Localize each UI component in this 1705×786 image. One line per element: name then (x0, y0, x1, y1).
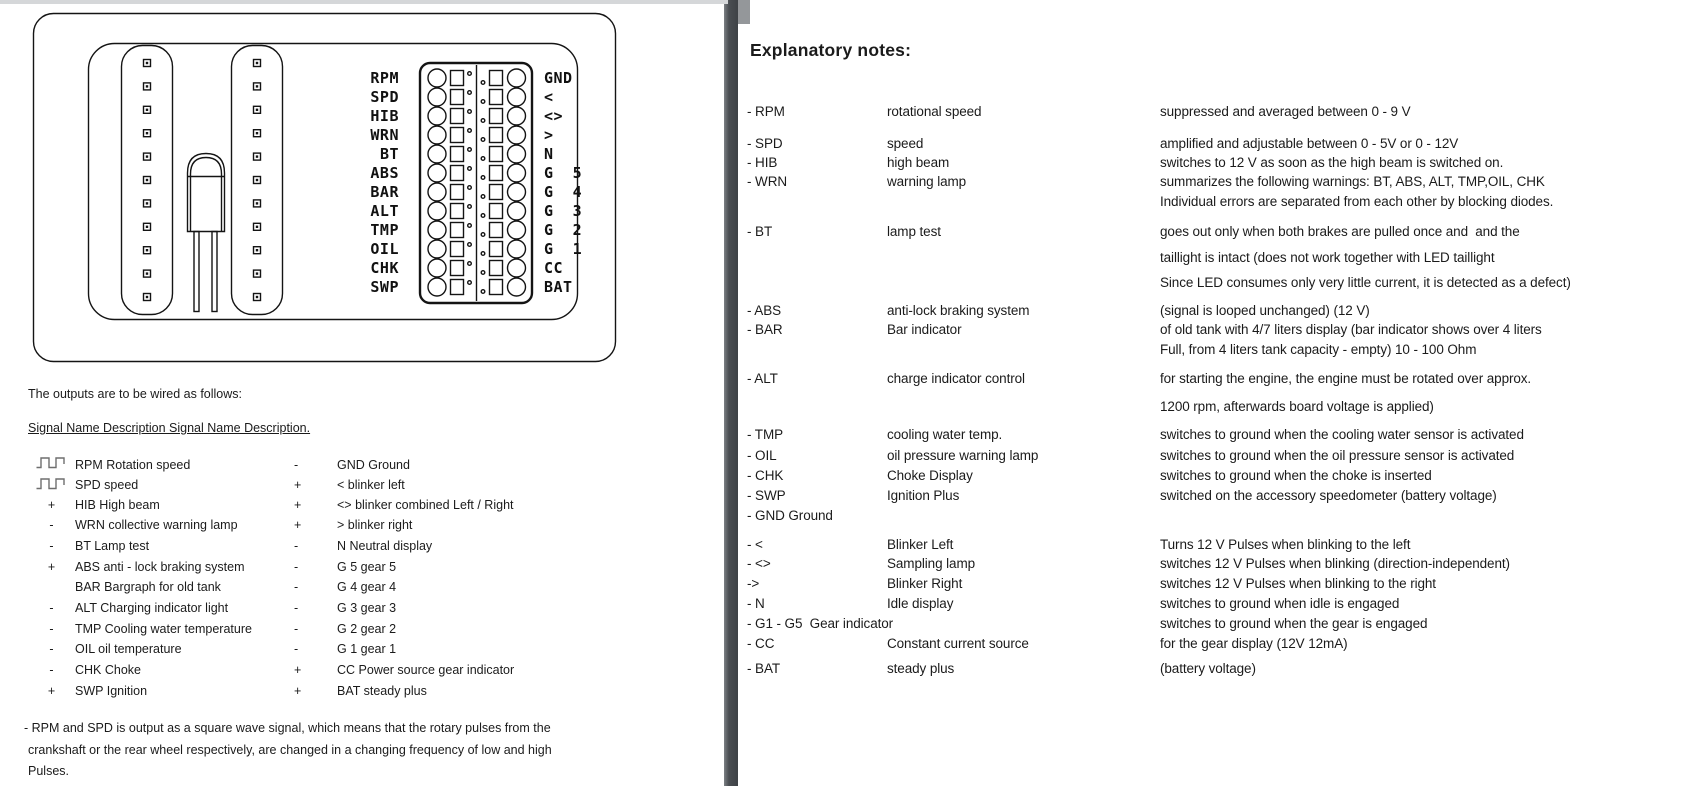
note-remark: switches to ground when the gear is engaged (1160, 616, 1428, 631)
pin-label-right-11: BAT (544, 278, 573, 296)
signal-polarity-2: - (294, 642, 299, 657)
right-page (738, 0, 1705, 786)
note-description: rotational speed (887, 104, 982, 119)
explanatory-notes-title: Explanatory notes: (750, 40, 912, 60)
signal-name-2: G 3 gear 3 (337, 600, 397, 615)
note-description: Ignition Plus (887, 488, 960, 503)
signal-name-2: G 1 gear 1 (337, 642, 397, 657)
signal-polarity-2: - (294, 580, 299, 595)
pin-label-left-bar: BAR (370, 183, 399, 201)
note-signal: - <> (747, 556, 771, 571)
signal-name-1: SWP Ignition (75, 683, 148, 698)
note-signal: - GND Ground (747, 508, 833, 523)
signal-name-1: CHK Choke (75, 662, 141, 677)
note-signal: - TMP (747, 427, 783, 442)
wiring-table-row (28, 558, 718, 575)
pin-label-left-rpm: RPM (370, 69, 399, 87)
signal-polarity-2: - (294, 600, 299, 615)
pin-label-right-8: G 2 (544, 221, 583, 239)
signal-name-2: <> blinker combined Left / Right (337, 497, 514, 512)
note-description: Idle display (887, 596, 954, 611)
note-remark: Turns 12 V Pulses when blinking to the left (1160, 537, 1411, 552)
pin-label-right-6: G 4 (544, 183, 583, 201)
note-remark: switches to ground when idle is engaged (1160, 596, 1400, 611)
signal-polarity-2: + (294, 478, 302, 493)
signal-name-2: G 2 gear 2 (337, 621, 397, 636)
signal-name-1: WRN collective warning lamp (75, 518, 238, 533)
pin-label-right-7: G 3 (544, 202, 583, 220)
signal-polarity-2: - (294, 457, 299, 472)
note-description: Blinker Right (887, 576, 963, 591)
note-remark: suppressed and averaged between 0 - 9 V (1160, 104, 1411, 119)
signal-name-1: ALT Charging indicator light (75, 600, 229, 615)
note-signal: - BAT (747, 661, 780, 676)
note-remark: switches 12 V Pulses when blinking (direction-independent) (1160, 556, 1510, 571)
pin-label-left-bt: BT (379, 145, 399, 163)
note-description: charge indicator control (887, 371, 1025, 386)
signal-polarity-2: + (294, 683, 302, 698)
pin-label-right-1: < (544, 88, 554, 106)
note-signal: - BT (747, 224, 773, 239)
signal-polarity-2: - (294, 621, 299, 636)
wiring-intro-text: The outputs are to be wired as follows: (28, 387, 243, 401)
note-signal: - CHK (747, 468, 784, 483)
wiring-table-row (28, 620, 718, 637)
signal-polarity-1: - (49, 642, 54, 657)
pin-label-right-0: GND (544, 69, 573, 87)
note-signal: - ALT (747, 371, 778, 386)
note-signal: - SWP (747, 488, 786, 503)
note-signal: - N (747, 596, 765, 611)
note-signal: - SPD (747, 136, 783, 151)
signal-polarity-1: - (49, 662, 54, 677)
signal-polarity-1: - (49, 539, 54, 554)
note-description: Choke Display (887, 468, 973, 483)
pin-label-left-alt: ALT (370, 202, 399, 220)
note-remark: switched on the accessory speedometer (battery voltage) (1160, 488, 1497, 503)
wiring-table-row (28, 496, 718, 513)
square-wave-icon (36, 476, 67, 491)
signal-polarity-2: - (294, 539, 299, 554)
note-description: Bar indicator (887, 322, 962, 337)
wiring-table-heading: Signal Name Description Signal Name Description. (28, 421, 311, 435)
note-remark: switches to ground when the choke is inserted (1160, 468, 1432, 483)
signal-name-1: BAR Bargraph for old tank (75, 580, 221, 595)
note-description: Constant current source (887, 636, 1029, 651)
footnote-line: - RPM and SPD is output as a square wave signal, which means that the rotary pulses from the (24, 721, 551, 735)
pin-label-right-2: <> (544, 107, 564, 125)
note-remark: goes out only when both brakes are pulled once and and the (1160, 224, 1520, 239)
wiring-table-row (28, 661, 718, 678)
signal-polarity-2: + (294, 497, 302, 512)
signal-polarity-2: + (294, 518, 302, 533)
signal-name-1: RPM Rotation speed (75, 457, 191, 472)
signal-polarity-1: - (49, 518, 54, 533)
pin-label-left-chk: CHK (370, 259, 399, 277)
pin-label-left-spd: SPD (370, 88, 399, 106)
note-signal: - < (747, 537, 763, 552)
note-signal: -> (747, 576, 760, 591)
wiring-table-row (28, 538, 718, 555)
pin-label-right-4: N (544, 145, 554, 163)
note-signal: - RPM (747, 104, 785, 119)
note-remark: taillight is intact (does not work together with LED taillight (1160, 249, 1495, 265)
note-description: high beam (887, 155, 950, 170)
signal-name-2: BAT steady plus (337, 683, 427, 698)
note-remark: of old tank with 4/7 liters display (bar indicator shows over 4 liters (1160, 322, 1542, 337)
note-signal: - G1 - G5 Gear indicator (747, 616, 894, 631)
signal-polarity-1: + (47, 559, 56, 574)
signal-name-2: G 5 gear 5 (337, 559, 397, 574)
footnote-line: crankshaft or the rear wheel respectively, are changed in a changing frequency of low and high (28, 742, 552, 757)
pin-label-left-oil: OIL (370, 240, 399, 258)
board-inner-frame (89, 44, 578, 320)
left-page (0, 0, 724, 786)
note-description: lamp test (887, 224, 941, 239)
signal-name-1: SPD speed (75, 478, 139, 493)
note-signal: - BAR (747, 322, 783, 337)
note-description: Sampling lamp (887, 556, 975, 571)
note-signal: - HIB (747, 155, 778, 170)
note-remark: (battery voltage) (1160, 661, 1256, 676)
signal-name-1: ABS anti - lock braking system (75, 559, 245, 574)
window-top-edge (0, 0, 728, 4)
signal-name-1: OIL oil temperature (75, 642, 182, 657)
pin-label-left-tmp: TMP (370, 221, 399, 239)
note-description: speed (887, 136, 924, 151)
note-remark: Full, from 4 liters tank capacity - empty) 10 - 100 Ohm (1160, 342, 1477, 357)
wiring-table-row (28, 579, 718, 596)
signal-polarity-2: + (294, 662, 302, 677)
square-wave-icon (36, 455, 67, 470)
wiring-table-row (28, 455, 718, 472)
note-signal: - WRN (747, 174, 787, 189)
signal-name-2: < blinker left (337, 478, 405, 493)
note-remark: switches to ground when the oil pressure sensor is activated (1160, 448, 1515, 463)
pin-label-right-9: G 1 (544, 240, 583, 258)
note-remark: switches to 12 V as soon as the high beam is switched on. (1160, 155, 1504, 170)
signal-polarity-1: + (47, 497, 56, 512)
note-description: anti-lock braking system (887, 303, 1030, 318)
connector-board-diagram (0, 0, 724, 372)
note-remark: (signal is looped unchanged) (12 V) (1160, 303, 1370, 318)
pin-label-left-swp: SWP (370, 278, 399, 296)
note-signal: - ABS (747, 303, 782, 318)
note-remark: for starting the engine, the engine must be rotated over approx. (1160, 371, 1532, 386)
pin-label-right-5: G 5 (544, 164, 583, 182)
wiring-table-row (28, 641, 718, 658)
signal-name-2: G 4 gear 4 (337, 580, 397, 595)
note-description: Blinker Left (887, 537, 954, 552)
note-remark: summarizes the following warnings: BT, ABS, ALT, TMP,OIL, CHK (1160, 174, 1545, 189)
page-divider (724, 0, 738, 786)
signal-polarity-1: - (49, 600, 54, 615)
signal-name-2: GND Ground (337, 457, 410, 472)
note-description: cooling water temp. (887, 427, 1003, 442)
note-remark: amplified and adjustable between 0 - 5V or 0 - 12V (1160, 136, 1459, 151)
connector-strip-contacts (144, 60, 261, 301)
signal-name-2: CC Power source gear indicator (337, 662, 515, 677)
signal-name-2: > blinker right (337, 518, 413, 533)
wiring-table-row (28, 517, 718, 534)
signal-polarity-1: - (49, 621, 54, 636)
signal-name-1: BT Lamp test (75, 539, 150, 554)
note-remark: switches 12 V Pulses when blinking to the right (1160, 576, 1436, 591)
pin-label-left-hib: HIB (370, 107, 399, 125)
note-remark: Individual errors are separated from each other by blocking diodes. (1160, 194, 1554, 209)
note-description: steady plus (887, 661, 955, 676)
wiring-table-row (28, 599, 718, 616)
pin-label-left-wrn: WRN (370, 126, 399, 144)
note-description: oil pressure warning lamp (887, 448, 1039, 463)
note-description: warning lamp (887, 174, 967, 189)
transistor-symbol (188, 154, 225, 312)
note-remark: Since LED consumes only very little current, it is detected as a defect) (1160, 275, 1571, 290)
pin-label-right-10: CC (544, 259, 564, 277)
pin-label-left-abs: ABS (370, 164, 399, 182)
wiring-table-row (28, 682, 718, 699)
note-signal: - OIL (747, 448, 777, 463)
signal-polarity-1 (36, 476, 67, 495)
signal-polarity-2: - (294, 559, 299, 574)
signal-name-1: HIB High beam (75, 497, 160, 512)
note-remark: 1200 rpm, afterwards board voltage is applied) (1160, 399, 1434, 414)
footnote-line: Pulses. (28, 764, 69, 778)
wiring-table-row (28, 476, 718, 493)
note-remark: switches to ground when the cooling water sensor is activated (1160, 427, 1524, 442)
signal-polarity-1 (36, 455, 67, 474)
note-remark: for the gear display (12V 12mA) (1160, 636, 1348, 651)
signal-name-2: N Neutral display (337, 539, 433, 554)
pin-label-right-3: > (544, 126, 554, 144)
signal-name-1: TMP Cooling water temperature (75, 621, 252, 636)
signal-polarity-1: + (47, 683, 56, 698)
note-signal: - CC (747, 636, 775, 651)
